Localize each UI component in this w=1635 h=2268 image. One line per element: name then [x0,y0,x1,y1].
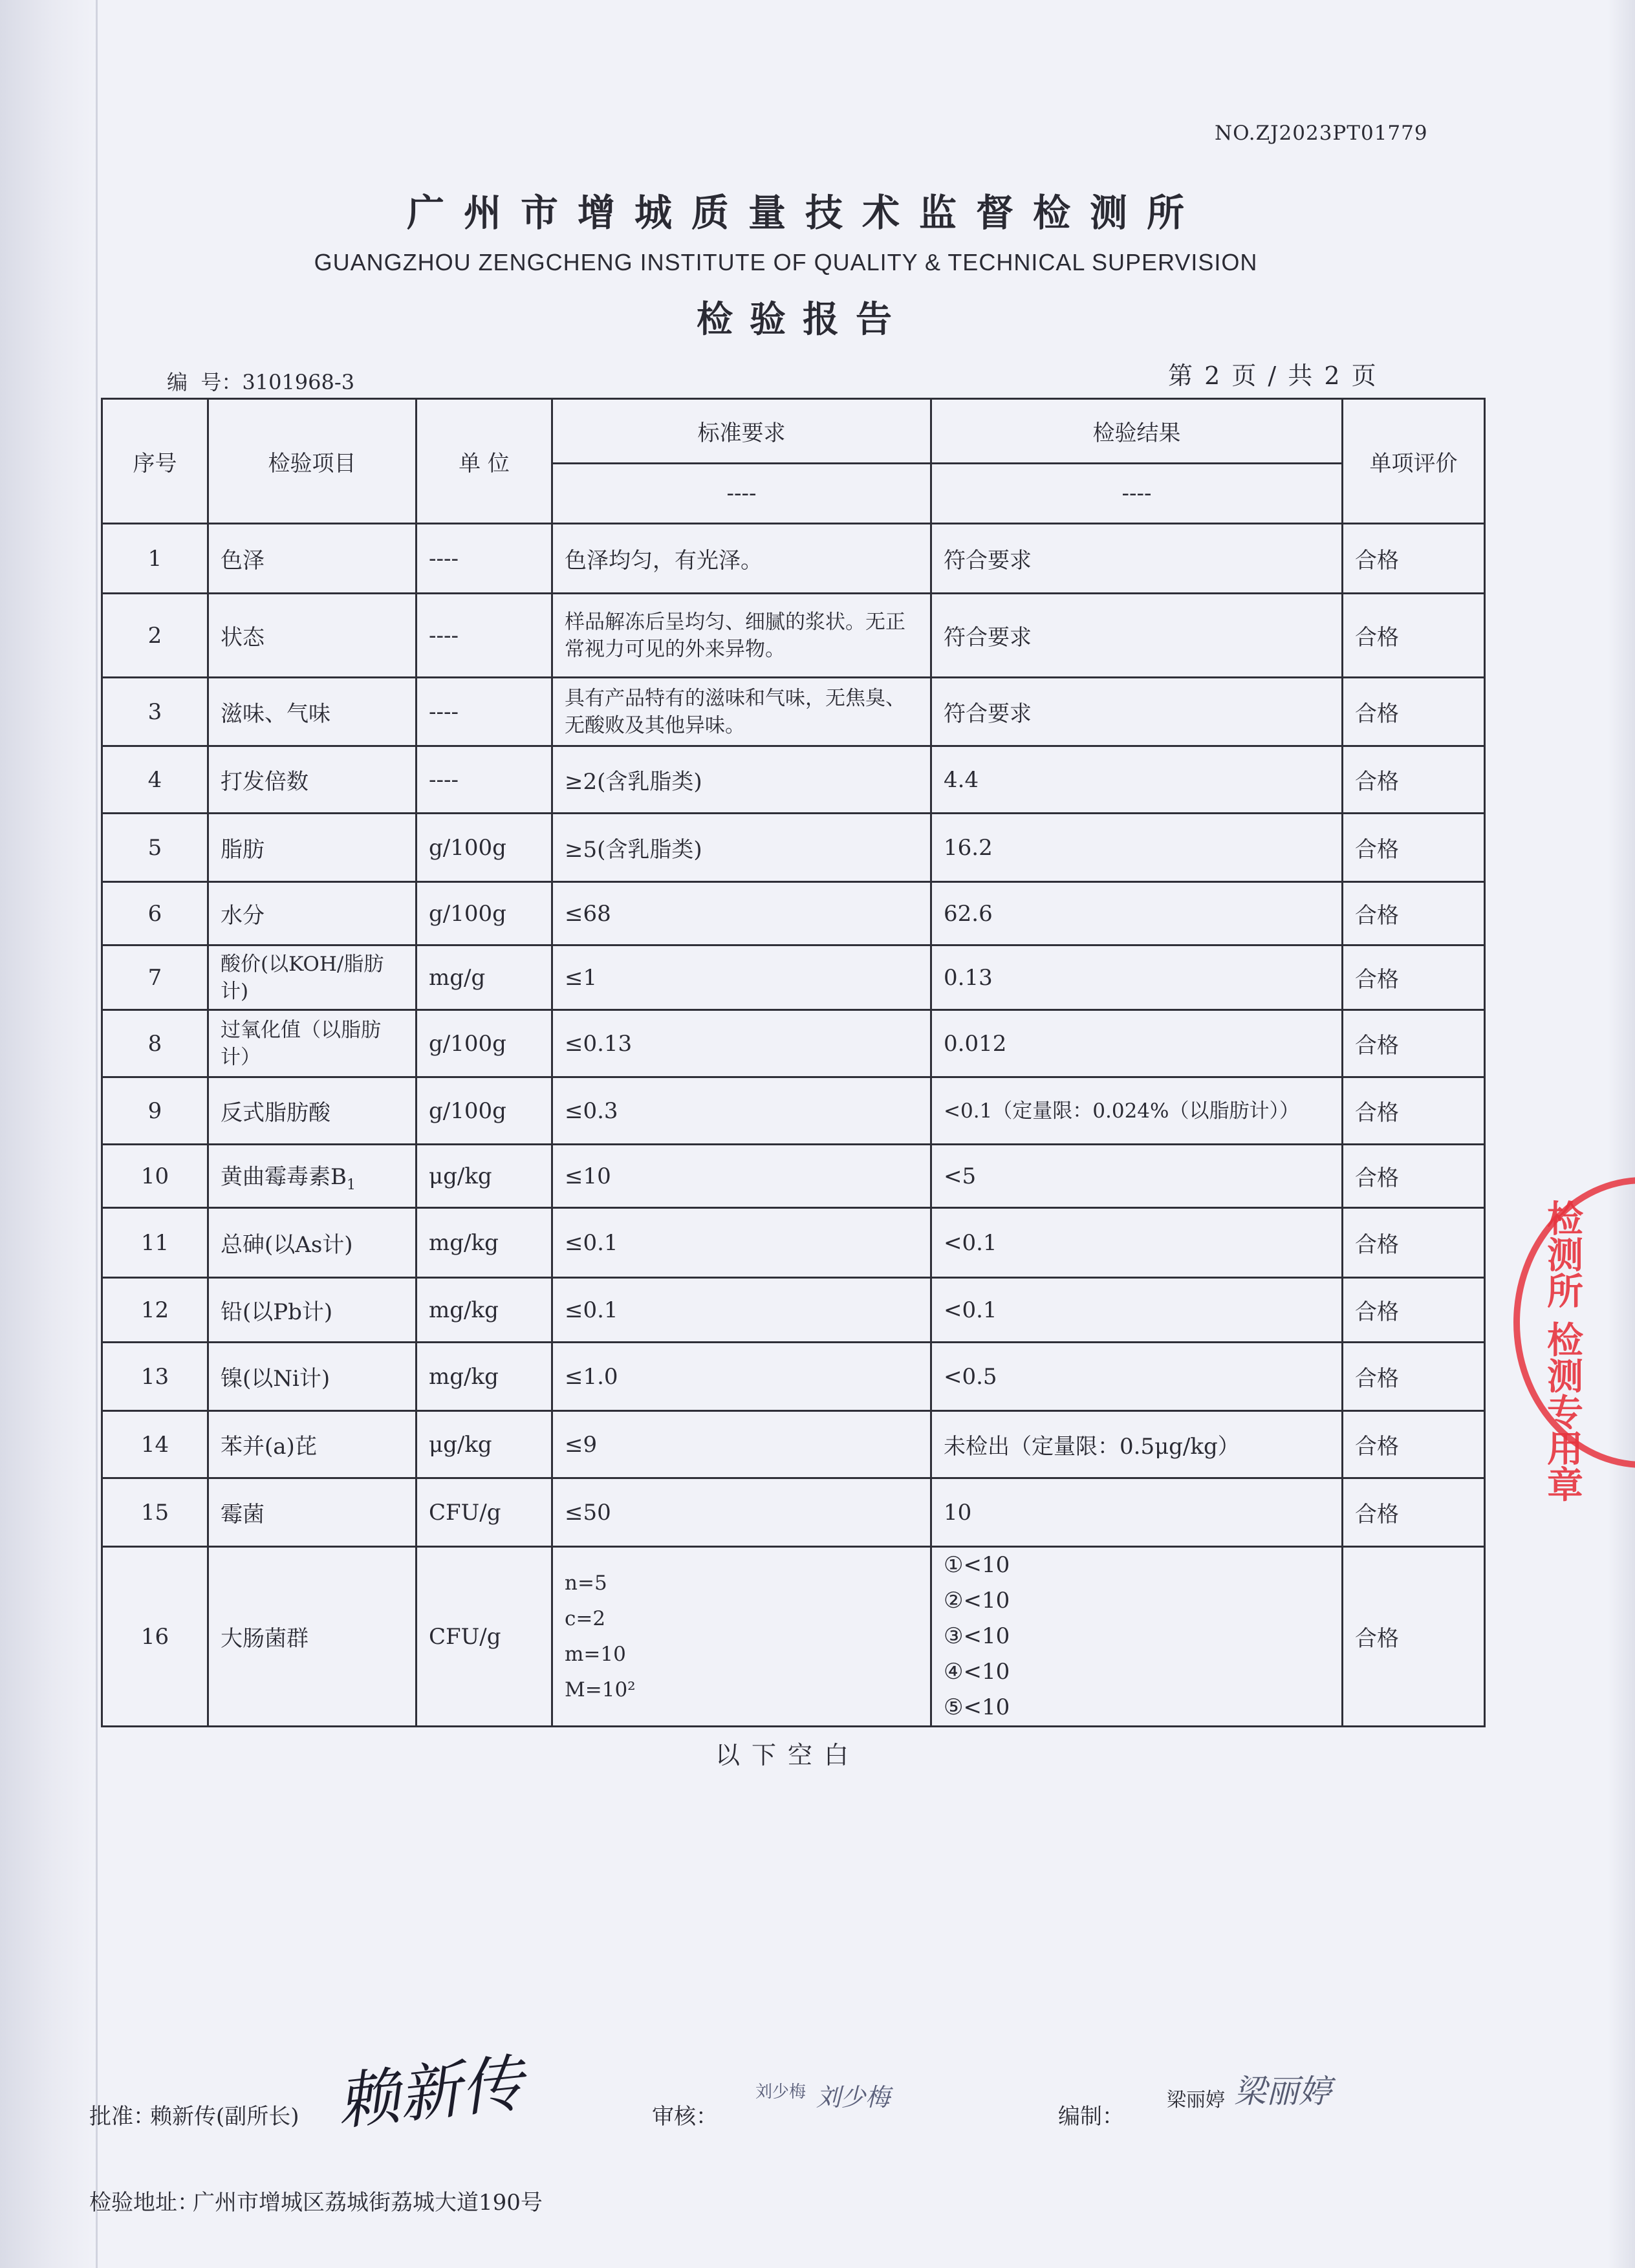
row-index [102,1077,208,1145]
row-result [931,1343,1343,1411]
row-item-text: 滋味、气味 [221,701,330,727]
row-verdict [1343,1478,1485,1547]
row-index-text: 6 [147,900,162,927]
row-item [208,1145,417,1208]
row-index [102,1010,208,1077]
table-row [102,814,1485,882]
row-index [102,882,208,945]
row-item [208,814,417,882]
row-index-text: 13 [140,1363,169,1390]
row-index-text: 9 [147,1097,162,1124]
row16-result-4: ④<10 [944,1659,1010,1685]
row-verdict [1343,1278,1485,1343]
report-code-label: 编 号： [167,370,243,394]
row-result-text: <0.5 [944,1363,997,1390]
row-index [102,814,208,882]
row16-result [931,1547,1343,1727]
row-result [931,1208,1343,1278]
row-result-text: 符合要求 [944,625,1032,651]
row-item-subscript: 1 [347,1176,356,1193]
row-standard [552,1343,931,1411]
row-standard-text: ≤0.1 [565,1297,618,1323]
row-item [208,882,417,945]
row-unit-text: g/100g [429,834,506,861]
row-result-text: 0.13 [944,964,993,991]
row-unit-text: ---- [429,545,459,572]
row-verdict [1343,1343,1485,1411]
row-index-text: 7 [147,964,162,991]
row-verdict-text: 合格 [1355,548,1399,574]
review-name: 刘少梅 [755,2082,807,2102]
row-standard-text: ≤68 [565,900,611,927]
table-row [102,1478,1485,1547]
row-result-text: 符合要求 [944,701,1032,727]
table-row [102,524,1485,594]
row-item-text: 酸价(以KOH/脂肪计) [221,952,384,1003]
row-standard-text: ≤50 [565,1499,611,1526]
table-row [102,1411,1485,1478]
row-result-text: 未检出（定量限：0.5μg/kg） [944,1434,1240,1460]
row-standard [552,1145,931,1208]
row-item [208,1411,417,1478]
row-item-text: 镍(以Ni计) [221,1366,330,1392]
header-standard-sub: ---- [552,464,931,524]
row-unit-text: mg/kg [429,1229,499,1256]
row-standard-text: ≤0.13 [565,1030,633,1057]
row-item [208,1343,417,1411]
row-index-text: 3 [147,698,162,725]
row-result-text: <5 [944,1163,977,1189]
row-index-text: 5 [147,834,162,861]
row-verdict [1343,1145,1485,1208]
row-verdict-text: 合格 [1355,1100,1399,1126]
row-standard-text: ≥5(含乳脂类) [565,837,702,863]
row-item-text: 总砷(以As计) [221,1232,353,1258]
table-row [102,1278,1485,1343]
row-index-text: 4 [147,766,162,793]
row-result [931,678,1343,746]
row16-standard [552,1547,931,1727]
row-verdict [1343,882,1485,945]
row-standard-text: ≤10 [565,1163,611,1189]
report-code [167,366,354,396]
row16-item: 大肠菌群 [208,1547,417,1727]
header-item: 检验项目 [208,399,417,524]
row16-result-5: ⑤<10 [944,1694,1010,1720]
header-result: 检验结果 [931,399,1343,464]
row-unit-text: μg/kg [429,1163,492,1189]
review-signature: 刘少梅 [816,2083,891,2111]
header-unit: 单 位 [417,399,552,524]
row-index-text: 8 [147,1030,162,1057]
row-verdict [1343,814,1485,882]
row16-index: 16 [102,1547,208,1727]
row-item [208,594,417,678]
table-row [102,1145,1485,1208]
compile-name: 梁丽婷 [1167,2089,1225,2111]
row-result [931,746,1343,814]
row-index [102,1343,208,1411]
row-verdict-text: 合格 [1355,1434,1399,1460]
blank-below-note: 以下空白 [715,1741,861,1769]
inspection-results-table [101,398,1486,1727]
row-unit-text: g/100g [429,1030,506,1057]
row-unit [417,814,552,882]
row-unit [417,594,552,678]
row-verdict-text: 合格 [1355,1232,1399,1258]
row-result [931,1278,1343,1343]
row-standard [552,814,931,882]
report-number: NO.ZJ2023PT01779 [1215,122,1428,145]
row-index [102,746,208,814]
row-standard-text: ≤0.3 [565,1097,618,1124]
row-verdict [1343,524,1485,594]
row-standard-text: 具有产品特有的滋味和气味，无焦臭、无酸败及其他异味。 [565,686,905,737]
row-verdict [1343,1208,1485,1278]
row-item-text: 打发倍数 [221,769,309,795]
compile-signature: 梁丽婷 [1234,2073,1331,2110]
table-row [102,1010,1485,1077]
table-row [102,678,1485,746]
row-verdict [1343,594,1485,678]
row-standard [552,678,931,746]
row-unit-text: ---- [429,766,459,793]
table-header-row [102,399,1485,464]
header-verdict: 单项评价 [1343,399,1485,524]
row-standard [552,746,931,814]
row-result [931,945,1343,1010]
row-verdict-text: 合格 [1355,1299,1399,1325]
row-item-text: 色泽 [221,548,265,574]
row-index [102,678,208,746]
row-result [931,524,1343,594]
review-label: 审核： [652,2104,718,2130]
table-row [102,1208,1485,1278]
header-index: 序号 [102,399,208,524]
row-unit [417,746,552,814]
institute-title-en: GUANGZHOU ZENGCHENG INSTITUTE OF QUALITY & TECHNICAL SUPERVISION [314,249,1258,275]
row-standard [552,594,931,678]
row-index [102,1208,208,1278]
row-result [931,594,1343,678]
header-standard: 标准要求 [552,399,931,464]
compile-label: 编制： [1058,2104,1124,2130]
row-result-text: <0.1 [944,1229,997,1256]
row-item-text: 黄曲霉毒素B [221,1164,347,1191]
row-item-text: 脂肪 [221,837,265,863]
row16-unit: CFU/g [417,1547,552,1727]
row-result [931,1411,1343,1478]
row-result [931,1478,1343,1547]
row-index [102,945,208,1010]
row-verdict-text: 合格 [1355,837,1399,863]
row-unit-text: ---- [429,622,459,649]
table-row [102,882,1485,945]
right-edge-shadow [1608,0,1635,2268]
row-index [102,1411,208,1478]
row-result [931,1010,1343,1077]
row-unit-text: mg/kg [429,1363,499,1390]
table-row [102,746,1485,814]
row-item [208,945,417,1010]
row-verdict [1343,1411,1485,1478]
row-standard [552,1077,931,1145]
row-item [208,1077,417,1145]
table-row [102,1547,1485,1727]
row-item [208,1278,417,1343]
row-standard-text: 色泽均匀，有光泽。 [565,548,763,574]
approve-signature: 赖新传 [333,2047,526,2139]
row-result-text: 4.4 [944,766,979,793]
row-verdict-text: 合格 [1355,903,1399,929]
address-value: 广州市增城区荔城街荔城大道190号 [193,2190,543,2216]
row-unit [417,1208,552,1278]
row-item [208,524,417,594]
row-result-text: <0.1（定量限：0.024%（以脂肪计）） [944,1099,1299,1123]
row-unit [417,1411,552,1478]
row-unit [417,1478,552,1547]
row-index [102,524,208,594]
row-item-text: 苯并(a)芘 [221,1434,317,1460]
table-row [102,945,1485,1010]
row-unit [417,1010,552,1077]
official-seal-text: 检测所 检测专用章 [1541,1200,1583,1502]
row-verdict [1343,945,1485,1010]
header-result-sub: ---- [931,464,1343,524]
row-standard [552,1278,931,1343]
row-unit-text: g/100g [429,900,506,927]
row-unit [417,882,552,945]
row-unit-text: mg/g [429,964,486,991]
row-verdict [1343,678,1485,746]
row-standard [552,882,931,945]
row-verdict-text: 合格 [1355,1165,1399,1191]
table-row [102,1343,1485,1411]
row-result-text: <0.1 [944,1297,997,1323]
report-title: 检验报告 [697,299,909,341]
approve-label: 批准： [89,2104,155,2130]
row-index-text: 1 [147,545,162,572]
row-result-text: 62.6 [944,900,993,927]
row-unit [417,945,552,1010]
row-standard [552,1208,931,1278]
row-verdict [1343,1010,1485,1077]
row-index-text: 2 [147,622,162,649]
row-verdict [1343,1077,1485,1145]
row-item [208,746,417,814]
row-result [931,1145,1343,1208]
row-unit-text: CFU/g [429,1499,501,1526]
row-item-text: 状态 [221,625,265,651]
row-index [102,594,208,678]
row-verdict-text: 合格 [1355,967,1399,993]
row-result [931,882,1343,945]
row-result-text: 符合要求 [944,548,1032,574]
row-standard-text: 样品解冻后呈均匀、细腻的浆状。无正常视力可见的外来异物。 [565,610,905,661]
table-row [102,1077,1485,1145]
row-unit-text: ---- [429,698,459,725]
row-index-text: 10 [140,1163,169,1189]
row-unit [417,678,552,746]
row-index-text: 14 [140,1431,169,1458]
row-index [102,1145,208,1208]
row-unit [417,524,552,594]
row-result-text: 16.2 [944,834,993,861]
row16-standard-c: c=2 [565,1606,606,1630]
institute-title-cn: 广州市增城质量技术监督检测所 [406,191,1204,235]
row-unit [417,1077,552,1145]
row-index [102,1278,208,1343]
row-verdict-text: 合格 [1355,769,1399,795]
row16-result-3: ③<10 [944,1623,1010,1649]
row-unit-text: g/100g [429,1097,506,1124]
row-standard-text: ≤0.1 [565,1229,618,1256]
row16-standard-m: m=10 [565,1642,626,1666]
row-standard [552,1478,931,1547]
row-standard [552,1010,931,1077]
row-unit-text: μg/kg [429,1431,492,1458]
row-unit [417,1278,552,1343]
row16-verdict: 合格 [1343,1547,1485,1727]
row-standard-text: ≤9 [565,1431,598,1458]
row-index-text: 11 [140,1229,169,1256]
row-standard [552,945,931,1010]
row-item-text: 铅(以Pb计) [221,1299,333,1325]
row-index-text: 15 [140,1499,169,1526]
row16-result-1: ①<10 [944,1552,1010,1578]
row16-standard-M: M=10² [565,1678,636,1701]
row16-result-2: ②<10 [944,1588,1010,1614]
row-item-text: 水分 [221,903,265,929]
row-result-text: 10 [944,1499,972,1526]
row-verdict-text: 合格 [1355,625,1399,651]
row-verdict-text: 合格 [1355,1366,1399,1392]
row-standard [552,524,931,594]
row-result [931,1077,1343,1145]
row-standard-text: ≤1 [565,964,598,991]
page-info: 第 2 页 / 共 2 页 [1168,362,1378,390]
row-unit [417,1343,552,1411]
row-index [102,1478,208,1547]
row-standard [552,1411,931,1478]
row-index-text: 12 [140,1297,169,1323]
row-item-text: 霉菌 [221,1502,265,1528]
approve-name: 赖新传(副所长) [150,2104,299,2130]
row-unit-text: mg/kg [429,1297,499,1323]
row-item-text: 反式脂肪酸 [221,1100,330,1126]
table-row [102,594,1485,678]
row-result [931,814,1343,882]
row-verdict-text: 合格 [1355,1033,1399,1059]
row16-standard-n: n=5 [565,1571,607,1595]
row-result-text: 0.012 [944,1030,1007,1057]
table-body [102,524,1485,1547]
report-code-value: 3101968-3 [242,370,355,394]
row-verdict-text: 合格 [1355,701,1399,727]
row-item [208,1010,417,1077]
row-item [208,678,417,746]
row-verdict [1343,746,1485,814]
row-standard-text: ≤1.0 [565,1363,618,1390]
row-standard-text: ≥2(含乳脂类) [565,769,702,795]
address-label: 检验地址： [89,2190,199,2216]
row-item [208,1478,417,1547]
row-verdict-text: 合格 [1355,1502,1399,1528]
row-item [208,1208,417,1278]
row-unit [417,1145,552,1208]
row-item-text: 过氧化值（以脂肪计） [221,1018,381,1069]
